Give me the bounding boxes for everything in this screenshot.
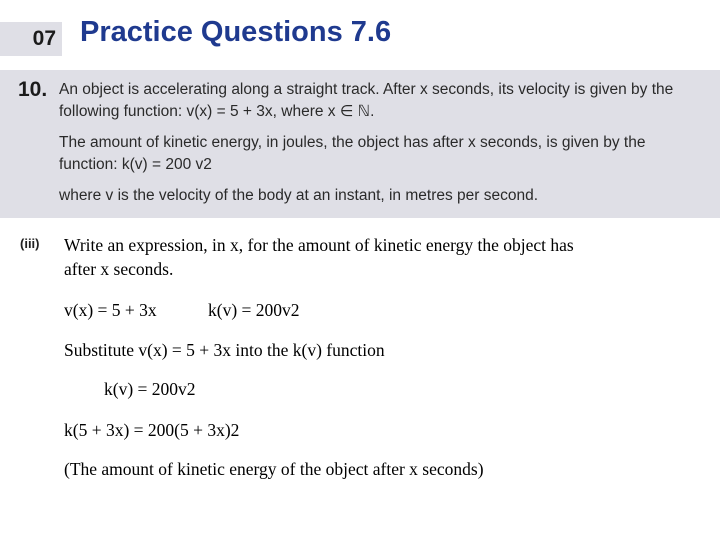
part-prompt-line-1: Write an expression, in x, for the amount of kinetic energy the object has: [64, 235, 574, 255]
step-1: k(v) = 200v2: [104, 379, 196, 399]
question-line-3: The amount of kinetic energy, in joules, the object has after x seconds, is given by the: [59, 134, 646, 151]
question-line-2: following function: v(x) = 5 + 3x, where x ∈ ℕ.: [59, 103, 375, 120]
page-title: Practice Questions 7.6: [80, 16, 392, 48]
part-prompt-line-2: after x seconds.: [64, 259, 174, 279]
chapter-badge: 07: [0, 22, 62, 56]
given-kinetic: k(v) = 200v2: [208, 300, 300, 320]
step-2: k(5 + 3x) = 200(5 + 3x)2: [64, 420, 240, 440]
substitute-line: Substitute v(x) = 5 + 3x into the k(v) function: [64, 340, 385, 360]
question-number: 10.: [18, 78, 48, 101]
question-line-5: where v is the velocity of the body at an instant, in metres per second.: [59, 187, 539, 204]
conclusion-line: (The amount of kinetic energy of the object after x seconds): [64, 459, 484, 479]
part-label: (iii): [20, 236, 40, 251]
given-velocity: v(x) = 5 + 3x: [64, 300, 157, 320]
question-line-4: function: k(v) = 200 v2: [59, 156, 212, 173]
question-line-1: An object is accelerating along a straight track. After x seconds, its velocity is given by the: [59, 81, 674, 98]
